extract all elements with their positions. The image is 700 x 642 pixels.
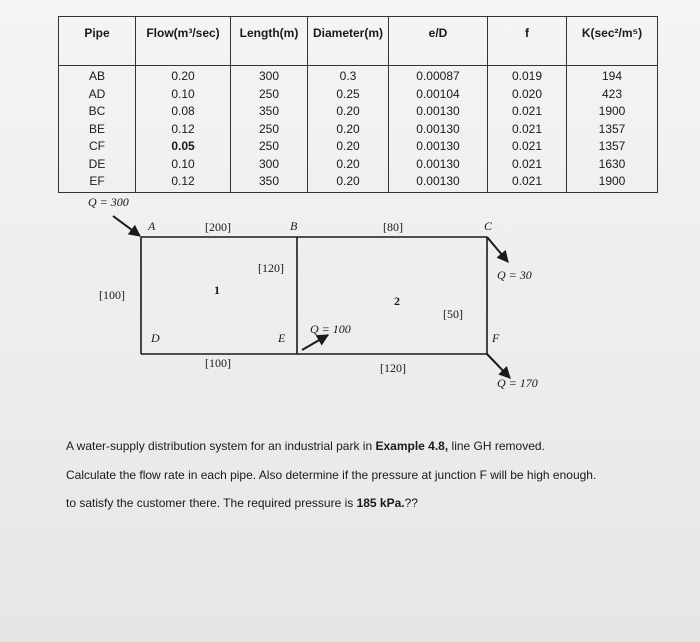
node-b-label: B <box>290 219 298 233</box>
length-ef: [120] <box>380 361 406 375</box>
problem-line-2: Calculate the flow rate in each pipe. Also determine if the pressure at junction F will be high enough. <box>66 467 597 482</box>
cell: 250 <box>231 121 308 139</box>
cell: 250 <box>231 86 308 104</box>
cell: 0.019 <box>488 66 567 86</box>
cell: 0.20 <box>136 66 231 86</box>
cell: 1357 <box>567 121 658 139</box>
cell: 0.021 <box>488 173 567 192</box>
cell: CF <box>59 138 136 156</box>
cell: 0.3 <box>308 66 389 86</box>
cell: 0.020 <box>488 86 567 104</box>
outflow-e-arrow <box>302 335 328 350</box>
node-d-label: D <box>151 331 160 345</box>
cell: 0.08 <box>136 103 231 121</box>
cell: 1900 <box>567 173 658 192</box>
example-reference: Example 4.8, <box>375 439 449 453</box>
node-e-label: E <box>278 331 286 345</box>
cell: 0.20 <box>308 103 389 121</box>
header-length: Length(m) <box>231 17 308 66</box>
cell: 1900 <box>567 103 658 121</box>
cell: 0.021 <box>488 121 567 139</box>
cell: 0.00130 <box>389 173 488 192</box>
cell: 350 <box>231 173 308 192</box>
cell: EF <box>59 173 136 192</box>
length-de: [100] <box>205 356 231 370</box>
header-pipe: Pipe <box>59 17 136 66</box>
cell: DE <box>59 156 136 174</box>
cell: 423 <box>567 86 658 104</box>
cell: 0.05 <box>136 138 231 156</box>
header-k: K(sec²/m⁵) <box>567 17 658 66</box>
node-f-label: F <box>492 331 500 345</box>
loop-2-label: 2 <box>394 294 400 308</box>
cell: 0.00130 <box>389 121 488 139</box>
header-diameter: Diameter(m) <box>308 17 389 66</box>
cell: 194 <box>567 66 658 86</box>
length-bc: [80] <box>383 220 403 234</box>
outflow-c-label: Q = 30 <box>497 268 532 282</box>
length-ab: [200] <box>205 220 231 234</box>
outflow-e-label: Q = 100 <box>310 322 351 336</box>
cell: 0.25 <box>308 86 389 104</box>
cell: 1357 <box>567 138 658 156</box>
cell: AB <box>59 66 136 86</box>
length-be: [120] <box>258 261 284 275</box>
cell: 0.00087 <box>389 66 488 86</box>
inflow-label: Q = 300 <box>88 195 129 209</box>
inflow-arrow <box>113 216 140 236</box>
required-pressure: 185 kPa. <box>356 496 405 510</box>
header-friction-factor: f <box>488 17 567 66</box>
cell: 0.021 <box>488 103 567 121</box>
problem-text: ?? <box>404 496 418 510</box>
cell: AD <box>59 86 136 104</box>
cell: 0.021 <box>488 156 567 174</box>
cell: 0.00130 <box>389 138 488 156</box>
cell: 0.20 <box>308 156 389 174</box>
problem-text: line GH removed. <box>448 439 545 453</box>
cell: 250 <box>231 138 308 156</box>
cell: 0.20 <box>308 173 389 192</box>
node-a-label: A <box>148 219 156 233</box>
cell: 0.021 <box>488 138 567 156</box>
problem-text: to satisfy the customer there. The required pressure is <box>66 496 357 510</box>
cell: 0.20 <box>308 121 389 139</box>
outflow-f-arrow <box>487 354 510 378</box>
cell: BE <box>59 121 136 139</box>
cell: 0.10 <box>136 86 231 104</box>
cell: 0.00130 <box>389 156 488 174</box>
problem-statement <box>66 432 666 518</box>
header-e-over-d: e/D <box>389 17 488 66</box>
loop-1-label: 1 <box>214 283 220 297</box>
problem-line-3 <box>66 489 666 518</box>
problem-text: A water-supply distribution system for an industrial park in <box>66 439 376 453</box>
cell: 0.10 <box>136 156 231 174</box>
length-cf: [50] <box>443 307 463 321</box>
cell: 0.00104 <box>389 86 488 104</box>
cell: BC <box>59 103 136 121</box>
length-ad: [100] <box>99 288 125 302</box>
cell: 1630 <box>567 156 658 174</box>
problem-line-1 <box>66 432 666 461</box>
outflow-f-label: Q = 170 <box>497 376 538 390</box>
cell: 350 <box>231 103 308 121</box>
cell: 0.00130 <box>389 103 488 121</box>
node-c-label: C <box>484 219 493 233</box>
cell: 0.12 <box>136 121 231 139</box>
cell: 300 <box>231 66 308 86</box>
cell: 0.20 <box>308 138 389 156</box>
header-flow: Flow(m³/sec) <box>136 17 231 66</box>
outflow-c-arrow <box>487 237 508 262</box>
cell: 0.12 <box>136 173 231 192</box>
cell: 300 <box>231 156 308 174</box>
